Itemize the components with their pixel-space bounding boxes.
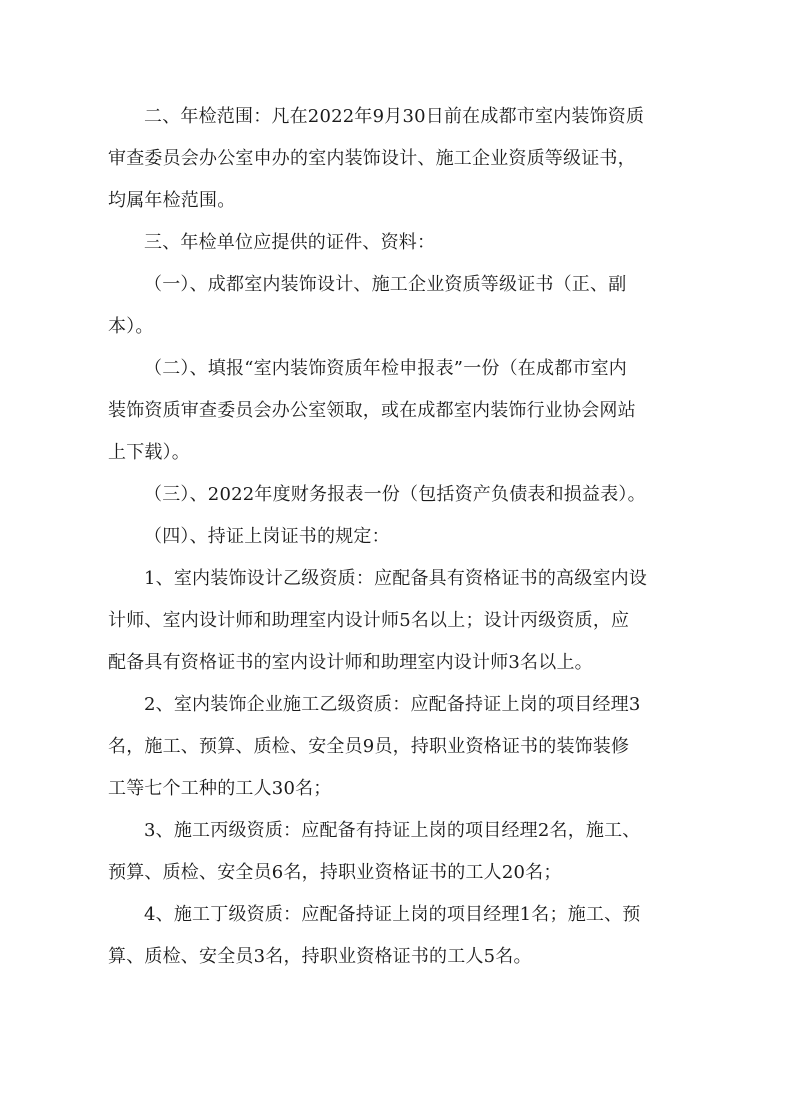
paragraph-rule-4-construction-grade-d: 4、施工丁级资质：应配备持证上岗的项目经理1名；施工、预 算、质检、安全员3名，持职业资格证书的工人5名。 xyxy=(108,904,641,967)
paragraph-rule-2-construction-grade-b: 2、室内装饰企业施工乙级资质：应配备持证上岗的项目经理3 名，施工、预算、质检、安全员9员，持职业资格证书的装饰装修 工等七个工种的工人30名； xyxy=(108,694,641,799)
paragraph-required-documents-heading: 三、年检单位应提供的证件、资料： xyxy=(144,232,436,253)
paragraph-item-4-certification-rules: （四）、持证上岗证书的规定： xyxy=(144,526,390,547)
paragraph-item-3-financial-report: （三）、2022年度财务报表一份（包括资产负债表和损益表）。 xyxy=(144,484,646,505)
paragraph-rule-1-design-grade-b: 1、室内装饰设计乙级资质：应配备具有资格证书的高级室内设 计师、室内设计师和助理室内设计师5名以上；设计丙级资质，应 配备具有资格证书的室内设计师和助理室内设计师3名以上。 xyxy=(108,568,648,673)
paragraph-item-1-certificate: （一）、成都室内装饰设计、施工企业资质等级证书（正、副本）。 xyxy=(108,274,627,337)
paragraph-item-2-application-form: （二）、填报“室内装饰资质年检申报表”一份（在成都市室内 装饰资质审查委员会办公室领取，或在成都室内装饰行业协会网站 上下载）。 xyxy=(108,358,636,463)
paragraph-inspection-scope: 二、年检范围：凡在2022年9月30日前在成都市室内装饰资质 审查委员会办公室申办的室内装饰设计、施工企业资质等级证书， 均属年检范围。 xyxy=(108,106,645,211)
document-body xyxy=(108,96,668,978)
paragraph-rule-3-construction-grade-c: 3、施工丙级资质：应配备有持证上岗的项目经理2名，施工、 预算、质检、安全员6名，持职业资格证书的工人20名； xyxy=(108,820,641,883)
